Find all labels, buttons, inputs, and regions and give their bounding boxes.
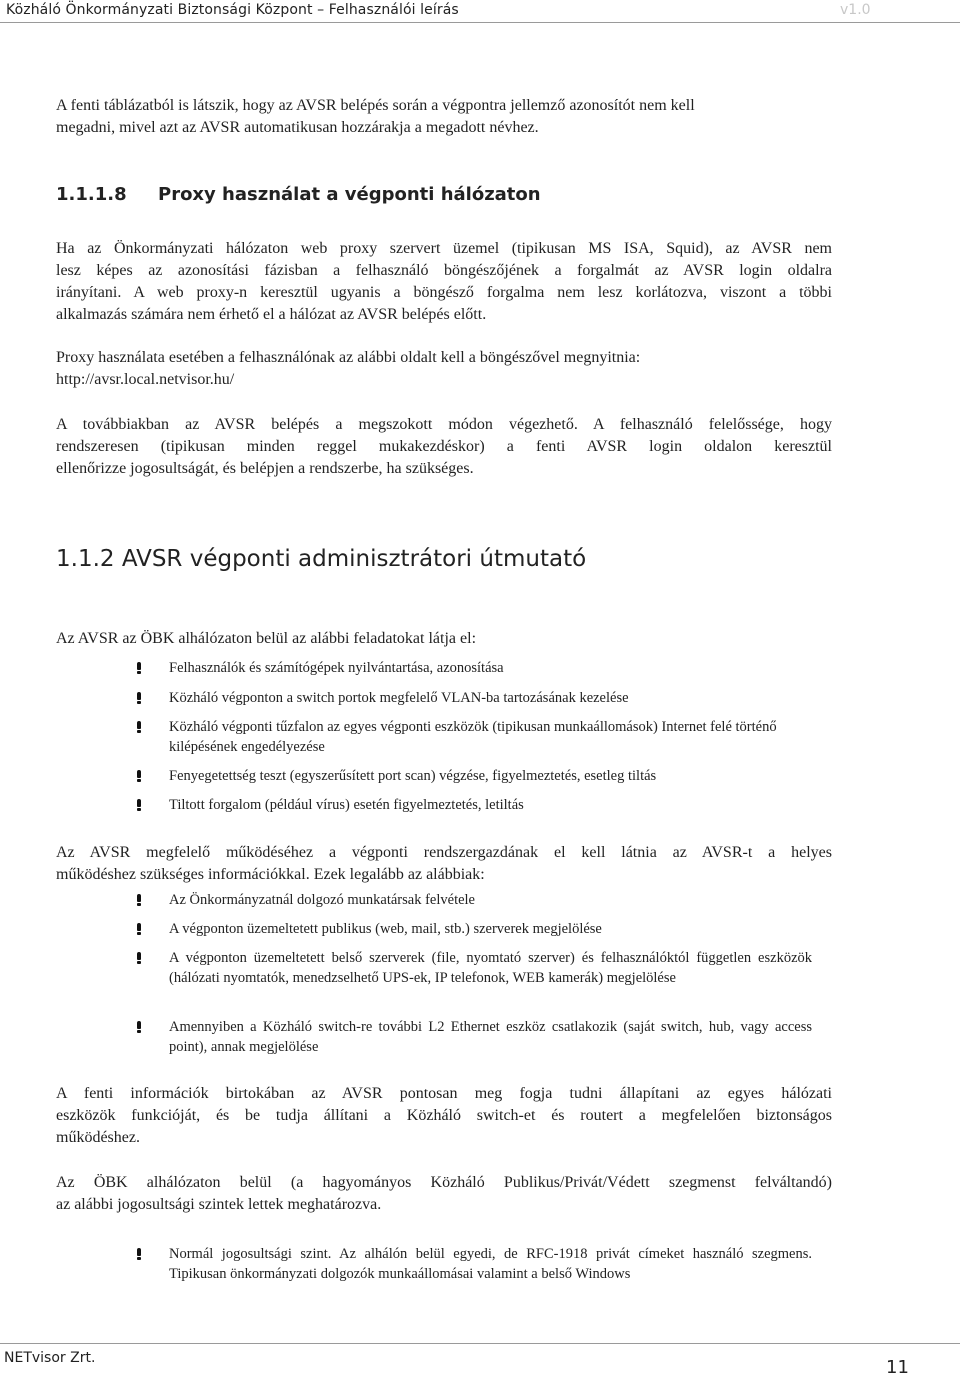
- text-line: működéshez.: [56, 1129, 140, 1146]
- text-line: ellenőrizze jogosultságát, és belépjen a rendszerbe, ha szükséges.: [56, 460, 474, 477]
- bullet-icon: [136, 721, 142, 733]
- bullet-icon: [136, 1248, 142, 1260]
- heading-text: Proxy használat a végponti hálózaton: [158, 184, 541, 205]
- bullet-icon: [136, 952, 142, 964]
- text-line: Az AVSR az ÖBK alhálózaton belül az alábbi feladatokat látja el:: [56, 630, 477, 647]
- admin-paragraph: [56, 842, 832, 886]
- footer-divider: [0, 1343, 960, 1344]
- info-paragraph: [56, 1083, 832, 1149]
- text-line: Ha az Önkormányzati hálózaton web proxy szervert üzemel (tipikusan MS ISA, Squid), az AVSR nem: [56, 240, 832, 257]
- bullet-icon: [136, 692, 142, 704]
- list-item: Amennyiben a Közháló switch-re további L2 Ethernet eszköz csatlakozik (saját switch, hub, vagy access point), annak megjelölése: [136, 1017, 812, 1057]
- text-line: lesz képes az azonosítási fázisban a felhasználó böngészőjének a forgalmát az AVSR login oldalra: [56, 262, 832, 279]
- section-heading-1118: [56, 184, 541, 205]
- list-item: Az Önkormányzatnál dolgozó munkatársak felvétele: [136, 890, 812, 910]
- section-heading-112: 1.1.2 AVSR végponti adminisztrátori útmutató: [56, 546, 587, 572]
- text-line: A fenti információk birtokában az AVSR pontosan meg fogja tudni állapítani az egyes hálózati: [56, 1085, 832, 1102]
- text-line: eszközök funkcióját, és be tudja állítani a Közháló switch-et és routert a megfelelően biztonságos: [56, 1107, 832, 1124]
- tasks-list: [136, 658, 812, 815]
- text-line: az alábbi jogosultsági szintek lettek meghatározva.: [56, 1196, 382, 1213]
- text-line: A fenti táblázatból is látszik, hogy az AVSR belépés során a végpontra jellemző azonosítót nem kell: [56, 97, 695, 114]
- text-line: alkalmazás számára nem érhető el a hálózat az AVSR belépés előtt.: [56, 306, 487, 323]
- list-item: A végponton üzemeltetett belső szerverek (file, nyomtató szerver) és felhasználóktól független eszközök (hálózati nyomtatók, menedzselhető UPS-ek, IP telefonok, WEB kamerák) megjelölése: [136, 948, 812, 1008]
- levels-list: [136, 1244, 812, 1284]
- list-item: Közháló végponti tűzfalon az egyes végponti eszközök (tipikusan munkaállomások) Internet felé történő kilépésének engedélyezése: [136, 717, 812, 757]
- intro-paragraph: [56, 95, 832, 139]
- heading-number: 1.1.1.8: [56, 184, 127, 205]
- bullet-icon: [136, 1021, 142, 1033]
- list-item: A végponton üzemeltetett publikus (web, mail, stb.) szerverek megjelölése: [136, 919, 812, 939]
- proxy-url-text: http://avsr.local.netvisor.hu/: [56, 371, 235, 388]
- page-header: [0, 0, 960, 23]
- text-line: Proxy használata esetében a felhasználónak az alábbi oldalt kell a böngészővel megnyitnia:: [56, 349, 641, 366]
- tasks-intro: [56, 628, 832, 650]
- list-item: Tiltott forgalom (például vírus) esetén figyelmeztetés, letiltás: [136, 795, 812, 815]
- bullet-icon: [136, 770, 142, 782]
- proxy-paragraph: [56, 238, 832, 326]
- bullet-icon: [136, 662, 142, 674]
- levels-paragraph: [56, 1172, 832, 1216]
- list-item: Fenyegetettség teszt (egyszerűsített port scan) végzése, figyelmeztetés, esetleg tiltás: [136, 766, 812, 786]
- text-line: rendszeresen (tipikusan minden reggel mukakezdéskor) a fenti AVSR login oldalon keresztül: [56, 438, 832, 455]
- footer-company: NETvisor Zrt.: [4, 1350, 96, 1366]
- list-item: Felhasználók és számítógépek nyilvántartása, azonosítása: [136, 658, 812, 678]
- responsibility-paragraph: [56, 414, 832, 480]
- document-version: v1.0: [840, 2, 871, 18]
- list-item: Normál jogosultsági szint. Az alhálón belül egyedi, de RFC-1918 privát címeket használó szegmens. Tipikusan önkormányzati dolgozók munkaállomásai valamint a belső Windows: [136, 1244, 812, 1284]
- text-line: Az AVSR megfelelő működéséhez a végponti rendszergazdának el kell látnia az AVSR-t a helyes: [56, 844, 832, 861]
- bullet-icon: [136, 894, 142, 906]
- document-title: Közháló Önkormányzati Biztonsági Központ – Felhasználói leírás: [6, 2, 459, 18]
- text-line: irányítani. A web proxy-n keresztül ugyanis a böngésző forgalma nem lesz korlátozva, viszont a többi: [56, 284, 832, 301]
- list-item: Közháló végponton a switch portok megfelelő VLAN-ba tartozásának kezelése: [136, 688, 812, 708]
- proxy-url-paragraph: [56, 347, 832, 391]
- text-line: Az ÖBK alhálózaton belül (a hagyományos Közháló Publikus/Privát/Védett szegmenst felváltandó): [56, 1174, 832, 1191]
- text-line: A továbbiakban az AVSR belépés a megszokott módon végezhető. A felhasználó felelőssége, hogy: [56, 416, 832, 433]
- admin-items-list: [136, 890, 812, 1057]
- page-number: 11: [886, 1357, 909, 1378]
- text-line: működéshez szükséges információkkal. Ezek legalább az alábbiak:: [56, 866, 485, 883]
- bullet-icon: [136, 799, 142, 811]
- text-line: megadni, mivel azt az AVSR automatikusan hozzárakja a megadott névhez.: [56, 119, 539, 136]
- bullet-icon: [136, 923, 142, 935]
